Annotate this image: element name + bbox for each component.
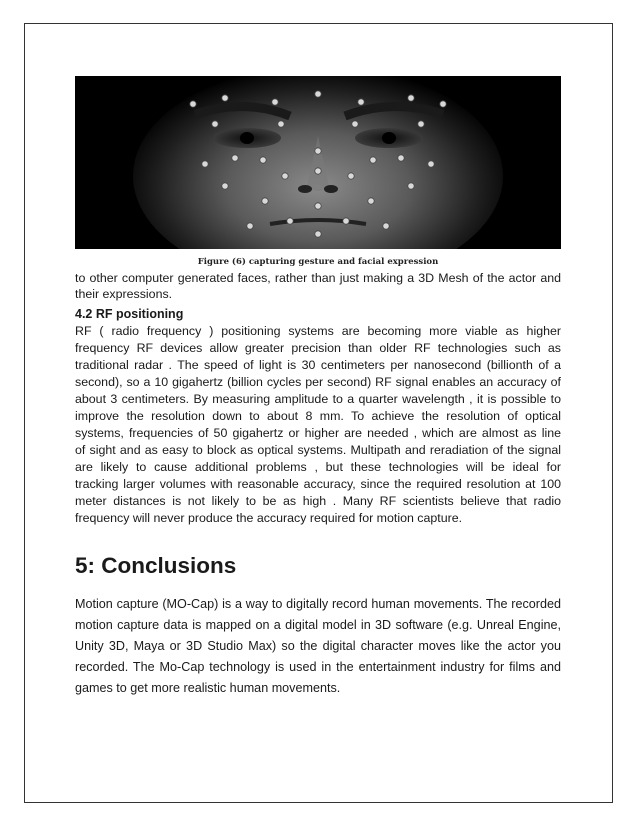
conclusions-paragraph <box>75 594 561 699</box>
mocap-marker <box>262 198 268 204</box>
mocap-marker <box>272 99 278 105</box>
mocap-marker <box>408 95 414 101</box>
mocap-marker <box>247 223 253 229</box>
face-image <box>75 76 561 249</box>
text-line: recorded. The Mo-Cap technology is used in the entertainment industry for films and <box>75 660 561 674</box>
mocap-marker <box>212 121 218 127</box>
text-line: are likely to cause additional problems , but these technologies will be ideal for <box>75 460 561 474</box>
mocap-marker <box>190 101 196 107</box>
text-line: about 3 centimeters. By measuring amplitude to a quarter wavelength , it is possible to <box>75 392 561 406</box>
mocap-marker <box>282 173 288 179</box>
text-line: meter distances is not likely to be as high . Many RF scientists believe that radio <box>75 494 561 508</box>
text-line: games to get more realistic human movements. <box>75 681 341 695</box>
mocap-marker <box>428 161 434 167</box>
mocap-marker <box>398 155 404 161</box>
mocap-marker <box>202 161 208 167</box>
rf-positioning-paragraph <box>75 323 561 527</box>
mocap-marker <box>358 99 364 105</box>
mocap-marker <box>370 157 376 163</box>
text-line: second), so a 10 gigahertz (billion cycles per second) RF signal enables an accuracy of <box>75 375 561 389</box>
text-line: to other computer generated faces, rather than just making a 3D Mesh of the actor and <box>75 271 561 285</box>
mocap-marker <box>260 157 266 163</box>
text-line: RF ( radio frequency ) positioning systems are becoming more viable as higher <box>75 324 561 338</box>
mocap-marker <box>348 173 354 179</box>
text-line: their expressions. <box>75 287 173 301</box>
text-line: of sight and as easy to block as optical systems. Multipath and reradiation of the signal <box>75 443 561 457</box>
intro-paragraph <box>75 270 561 302</box>
text-line: systems, frequencies of 50 gigahertz or higher are needed , which are almost as line <box>75 426 561 440</box>
text-line: traditional radar . The speed of light is 30 centimeters per nanosecond (billionth of a <box>75 358 561 372</box>
mocap-marker <box>222 183 228 189</box>
mocap-marker <box>315 203 321 209</box>
text-line: frequency will never produce the accuracy required for motion capture. <box>75 511 463 525</box>
mocap-marker <box>383 223 389 229</box>
mocap-marker <box>315 148 321 154</box>
text-line: motion capture data is mapped on a digital model in 3D software (e.g. Unreal Engine, <box>75 618 561 632</box>
text-line: improve the resolution down to about 8 mm. To achieve the resolution of optical <box>75 409 561 423</box>
section-heading-conclusions: 5: Conclusions <box>75 553 237 578</box>
mocap-marker <box>222 95 228 101</box>
mocap-marker <box>352 121 358 127</box>
mocap-marker <box>418 121 424 127</box>
text-line: tracking larger volumes with reasonable accuracy, since the required resolution at 100 <box>75 477 561 491</box>
text-line: Motion capture (MO-Cap) is a way to digitally record human movements. The recorded <box>75 597 561 611</box>
mocap-marker <box>232 155 238 161</box>
figure-face-mocap-image <box>75 76 561 249</box>
mocap-marker <box>440 101 446 107</box>
mocap-marker <box>343 218 349 224</box>
section-heading-rf-positioning: 4.2 RF positioning <box>75 307 184 321</box>
mocap-marker <box>315 231 321 237</box>
text-line: Unity 3D, Maya or 3D Studio Max) so the digital character moves like the actor you <box>75 639 561 653</box>
mocap-marker <box>368 198 374 204</box>
figure-caption: Figure (6) capturing gesture and facial expression <box>197 257 439 267</box>
mocap-marker <box>408 183 414 189</box>
text-line: frequency RF devices allow greater precision than older RF technologies such as <box>75 341 561 355</box>
mocap-marker <box>278 121 284 127</box>
mocap-marker <box>287 218 293 224</box>
mocap-marker <box>315 168 321 174</box>
mocap-marker <box>315 91 321 97</box>
